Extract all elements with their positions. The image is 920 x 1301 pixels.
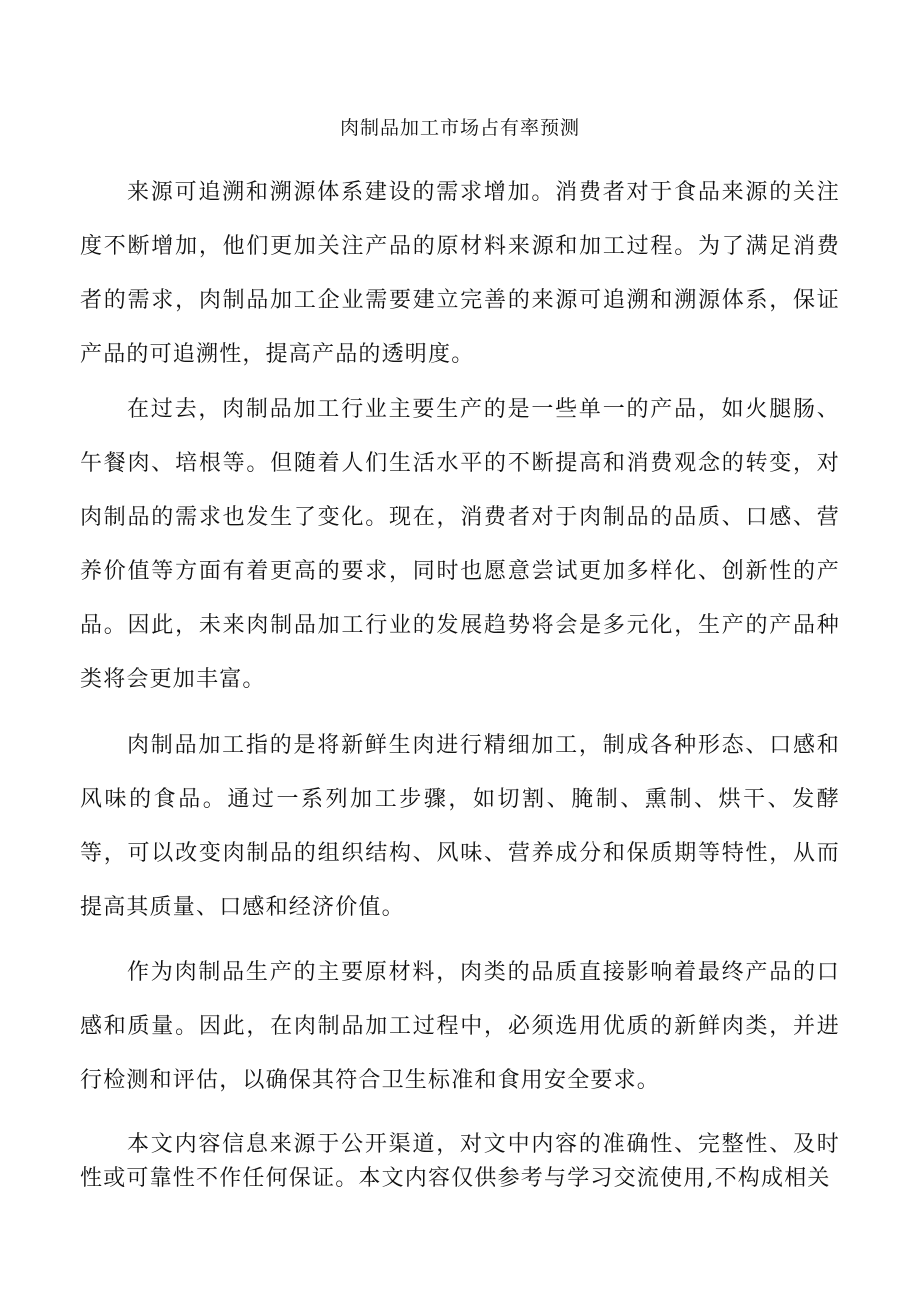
paragraph-processing-definition: 肉制品加工指的是将新鲜生肉进行精细加工，制成各种形态、口感和风味的食品。通过一系列加工步骤，如切割、腌制、熏制、烘干、发酵等，可以改变肉制品的组织结构、风味、营养成分和保质期等特性，从而提高其质量、口感和经济价值。 bbox=[80, 733, 840, 920]
paragraph-raw-materials: 作为肉制品生产的主要原材料，肉类的品质直接影响着最终产品的口感和质量。因此，在肉制品加工过程中，必须选用优质的新鲜肉类，并进行检测和评估，以确保其符合卫生标准和食用安全要求。 bbox=[80, 960, 840, 1093]
document-title: 肉制品加工市场占有率预测 bbox=[339, 117, 580, 139]
paragraph-diversification: 在过去，肉制品加工行业主要生产的是一些单一的产品，如火腿肠、午餐肉、培根等。但随着人们生活水平的不断提高和消费观念的转变，对肉制品的需求也发生了变化。现在，消费者对于肉制品的品质、口感、营养价值等方面有着更高的要求，同时也愿意尝试更加多样化、创新性的产品。因此，未来肉制品加工行业的发展趋势将会是多元化，生产的产品种类将会更加丰富。 bbox=[80, 397, 840, 692]
disclaimer-text: 本文内容信息来源于公开渠道，对文中内容的准确性、完整性、及时性或可靠性不作任何保证。本文内容仅供参考与学习交流使用,不构成相关 bbox=[80, 1132, 840, 1191]
paragraph-traceability: 来源可追溯和溯源体系建设的需求增加。消费者对于食品来源的关注度不断增加，他们更加关注产品的原材料来源和加工过程。为了满足消费者的需求，肉制品加工企业需要建立完善的来源可追溯和溯源体系，保证产品的可追溯性，提高产品的透明度。 bbox=[80, 180, 840, 367]
